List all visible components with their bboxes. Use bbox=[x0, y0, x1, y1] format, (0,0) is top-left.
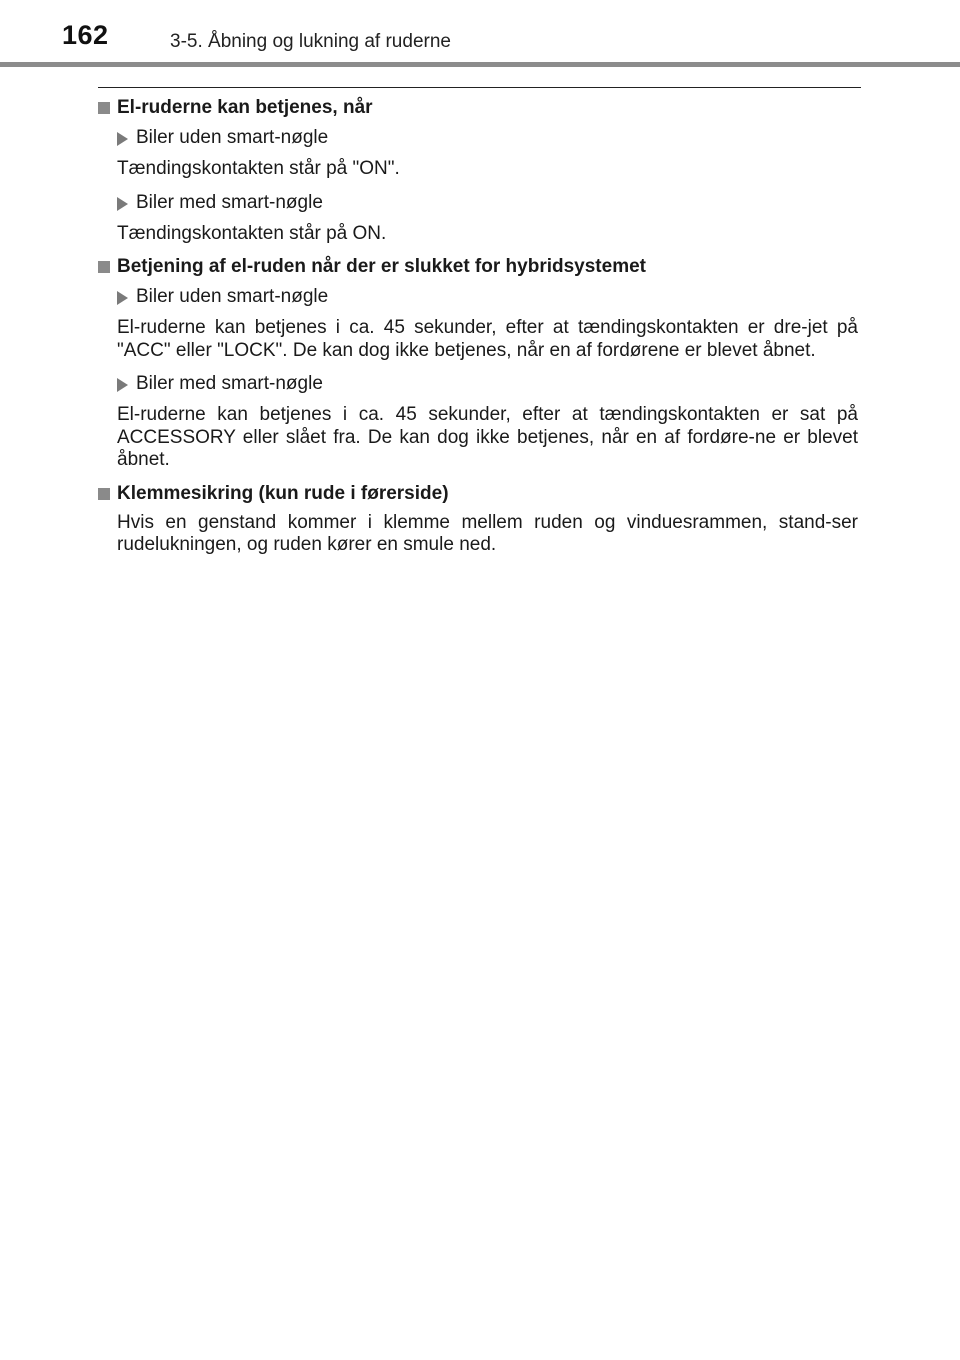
chapter-title: 3-5. Åbning og lukning af ruderne bbox=[170, 31, 451, 52]
section-jam-protection bbox=[98, 482, 858, 557]
subheading bbox=[98, 372, 858, 396]
paragraph: El-ruderne kan betjenes i ca. 45 sekunder, efter at tændingskontakten er dre-jet på "ACC" eller "LOCK". De kan dog ikke betjenes, når en af fordørene er blevet åbnet. bbox=[117, 317, 858, 361]
subheading-text: Biler uden smart-nøgle bbox=[136, 286, 329, 307]
subheading bbox=[98, 191, 858, 215]
section-heading-text: Betjening af el-ruden når der er slukket for hybridsystemet bbox=[117, 256, 646, 277]
header-divider bbox=[0, 62, 960, 67]
section-operating-conditions bbox=[98, 96, 858, 245]
paragraph: Tændingskontakten står på "ON". bbox=[117, 158, 400, 179]
subheading-text: Biler uden smart-nøgle bbox=[136, 127, 329, 148]
section-heading-text: Klemmesikring (kun rude i førerside) bbox=[117, 482, 449, 504]
manual-content bbox=[98, 96, 858, 567]
page-number: 162 bbox=[62, 20, 109, 50]
section-heading bbox=[98, 96, 858, 120]
triangle-bullet-icon bbox=[117, 132, 128, 146]
triangle-bullet-icon bbox=[117, 291, 128, 305]
paragraph: Hvis en genstand kommer i klemme mellem ruden og vinduesrammen, stand-ser rudelukningen, og ruden kører en smule ned. bbox=[117, 511, 858, 555]
page-header bbox=[0, 0, 960, 66]
triangle-bullet-icon bbox=[117, 197, 128, 211]
subheading bbox=[98, 285, 858, 309]
square-bullet-icon bbox=[98, 102, 110, 114]
paragraph: El-ruderne kan betjenes i ca. 45 sekunder, efter at tændingskontakten er sat på ACCESSORY eller slået fra. De kan dog ikke betjenes, når en af fordøre-ne er blevet åbnet. bbox=[117, 404, 858, 470]
section-hybrid-off-operation bbox=[98, 255, 858, 472]
square-bullet-icon bbox=[98, 488, 110, 500]
section-divider bbox=[98, 87, 861, 88]
triangle-bullet-icon bbox=[117, 378, 128, 392]
paragraph: Tændingskontakten står på ON. bbox=[117, 222, 387, 244]
section-heading-text: El-ruderne kan betjenes, når bbox=[117, 97, 373, 118]
section-heading bbox=[98, 482, 858, 506]
section-heading bbox=[98, 255, 858, 279]
subheading-text: Biler med smart-nøgle bbox=[136, 191, 323, 213]
subheading-text: Biler med smart-nøgle bbox=[136, 373, 323, 394]
square-bullet-icon bbox=[98, 261, 110, 273]
subheading bbox=[98, 126, 858, 150]
